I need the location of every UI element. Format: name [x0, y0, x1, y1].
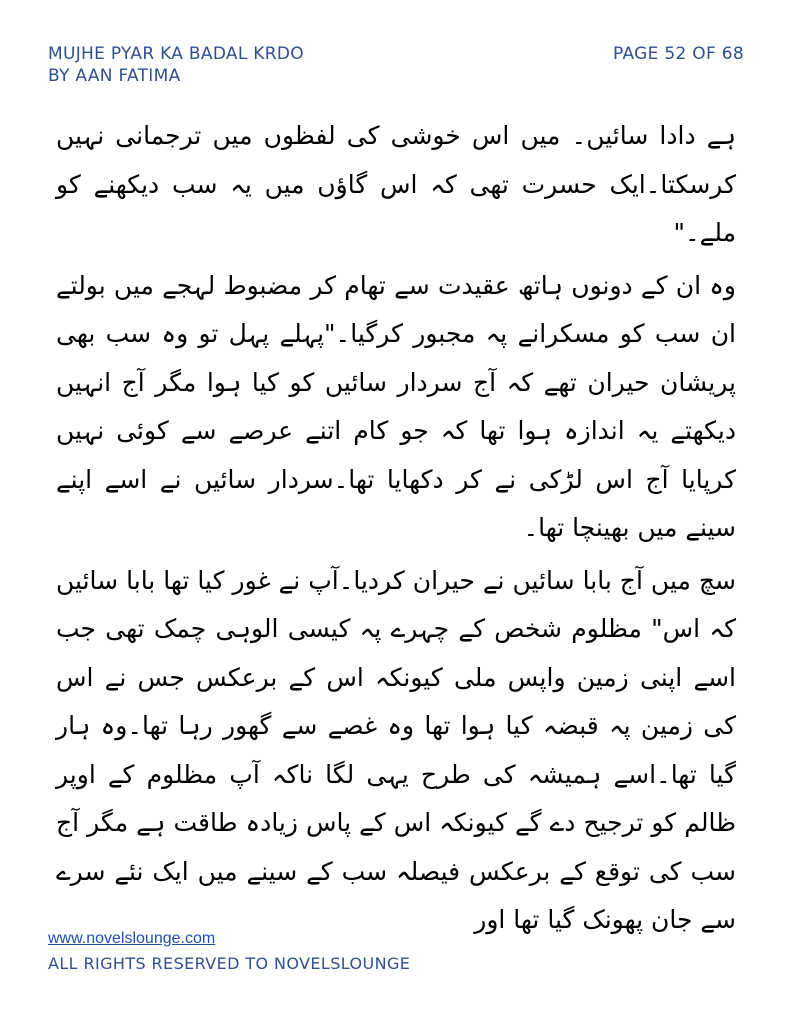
- paragraph: سچ میں آج بابا سائیں نے حیران کردیا۔آپ نے غور کیا تھا بابا سائیں کہ اس" مظلوم شخص کے چہرے پہ کیسی الوہی چمک تھی جب اسے اپنی زمین واپس ملی کیونکہ اس کے برعکس جس نے اس کی زمین پہ قبضہ کیا ہوا تھا وہ غصے سے گھور رہا تھا۔وہ ہار گیا تھا۔اسے ہمیشہ کی طرح یہی لگا ناکہ آپ مظلوم کے اوپر ظالم کو ترجیح دے گے کیونکہ اس کے پاس زیادہ طاقت ہے مگر آج سب کی توقع کے برعکس فیصلہ سب کے سینے میں ایک نئے سرے سے جان پھونک گیا تھا اور: [56, 565, 736, 934]
- page-footer: [48, 930, 410, 973]
- page-number: PAGE 52 OF 68: [613, 44, 744, 64]
- author-line: BY AAN FATIMA: [48, 66, 181, 86]
- rights-notice: ALL RIGHTS RESERVED TO NOVELSLOUNGE: [48, 954, 411, 973]
- paragraph: وہ ان کے دونوں ہاتھ عقیدت سے تھام کر مضبوط لہجے میں بولتے ان سب کو مسکرانے پہ مجبور کرگیا۔"پہلے پہل تو وہ سب بھی پریشان حیران تھے کہ آج سردار سائیں کو کیا ہوا مگر آج انہیں دیکھتے یہ اندازہ ہوا تھا کہ جو کام اتنے عرصے سے کوئی نہیں کرپایا آج اس لڑکی نے کر دکھایا تھا۔سردار سائیں نے اسے اپنے سینے میں بھینچا تھا۔: [56, 270, 736, 542]
- body-text: [56, 112, 736, 949]
- paragraph: ہے دادا سائیں۔ میں اس خوشی کی لفظوں میں ترجمانی نہیں کرسکتا۔ایک حسرت تھی کہ اس گاؤں میں یہ سب دیکھنے کو ملے۔": [56, 121, 736, 247]
- website-link[interactable]: www.novelslounge.com: [48, 930, 216, 947]
- novel-title: MUJHE PYAR KA BADAL KRDO: [48, 44, 304, 64]
